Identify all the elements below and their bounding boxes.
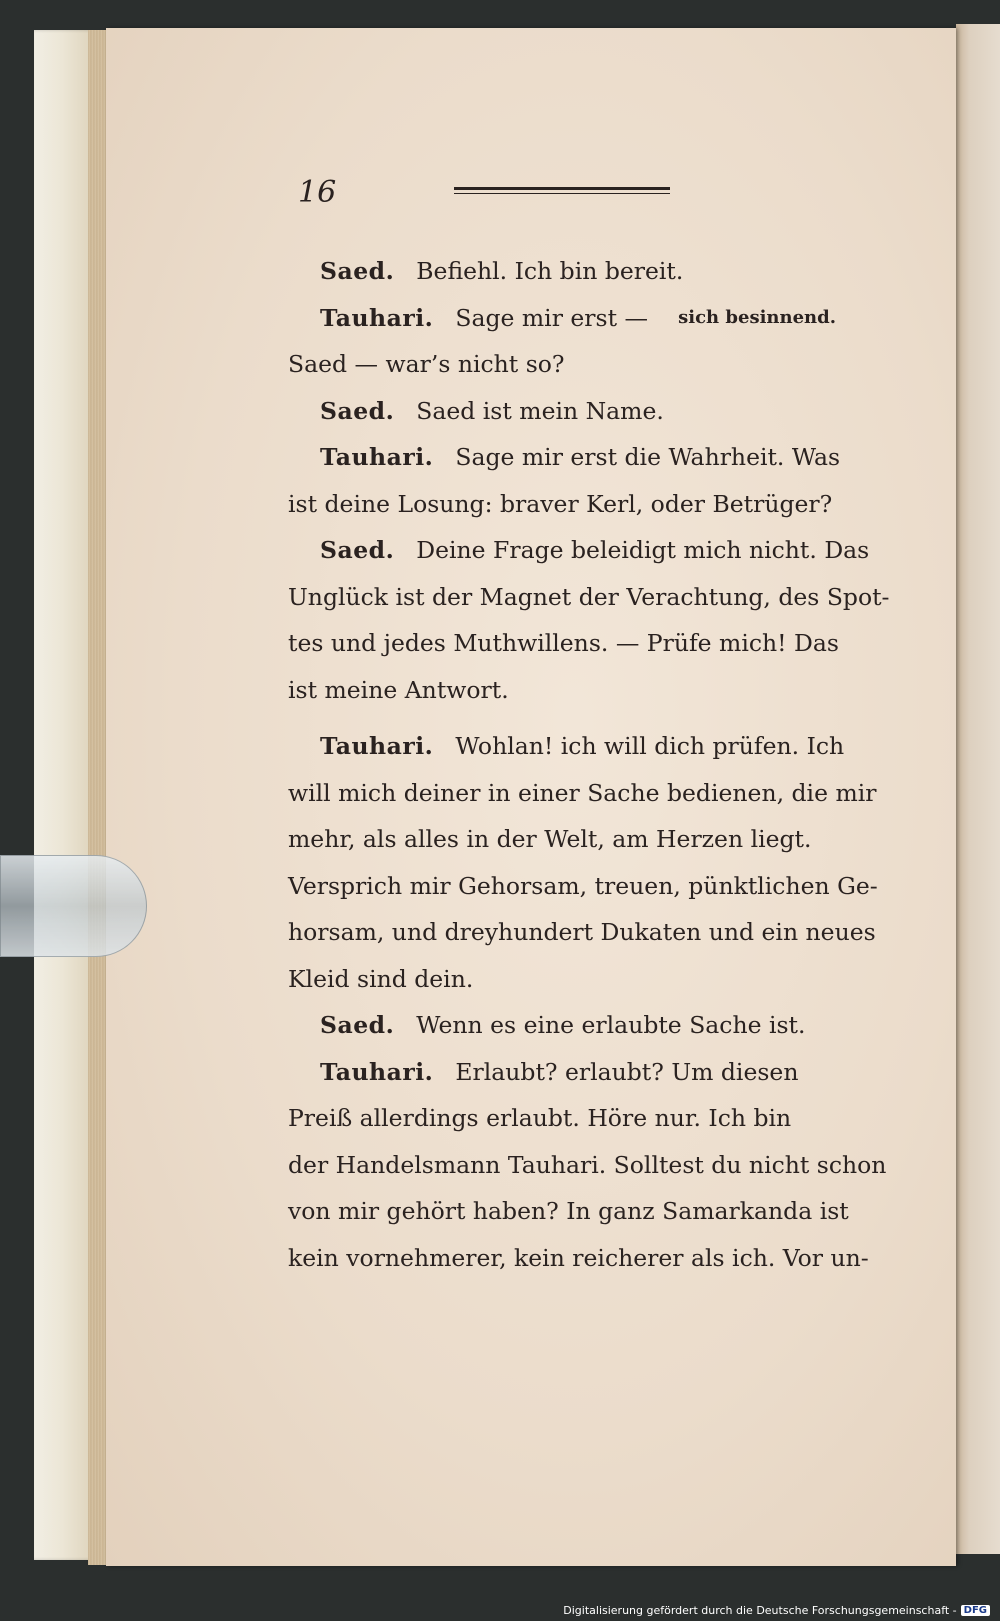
text-line	[288, 295, 836, 342]
page-text	[288, 248, 890, 1281]
text-line	[288, 1142, 887, 1189]
text-line	[288, 434, 841, 481]
line-text: horsam, und dreyhundert Dukaten und ein neues	[288, 918, 876, 946]
speaker-name: Tauhari.	[320, 732, 434, 760]
speaker-name: Saed.	[320, 396, 395, 425]
line-text: ist meine Antwort.	[288, 675, 509, 704]
line-text: Wohlan! ich will dich prüfen. Ich	[455, 732, 845, 760]
line-text: tes und jedes Muthwillens. — Prüfe mich! Das	[288, 629, 839, 657]
line-text: Sage mir erst —	[455, 303, 649, 332]
line-text: Erlaubt? erlaubt? Um diesen	[455, 1057, 799, 1086]
speaker-name: Saed.	[320, 1011, 395, 1039]
facing-page-edge	[956, 24, 1000, 1554]
line-text: Sage mir erst die Wahrheit. Was	[455, 443, 841, 471]
page-clip	[0, 855, 147, 957]
text-line	[288, 667, 836, 714]
line-text: von mir gehört haben? In ganz Samarkanda ist	[288, 1197, 849, 1225]
line-text: Deine Frage beleidigt mich nicht. Das	[416, 536, 870, 564]
text-line	[288, 723, 845, 770]
page-number: 16	[298, 175, 337, 210]
line-text: Saed — war’s nicht so?	[288, 350, 565, 378]
speaker-name: Tauhari.	[320, 1057, 434, 1086]
text-line	[288, 341, 836, 388]
line-text: Versprich mir Gehorsam, treuen, pünktlichen Ge-	[288, 871, 878, 900]
text-line	[288, 1188, 849, 1235]
line-text: Preiß allerdings erlaubt. Höre nur. Ich bin	[288, 1104, 792, 1132]
header-rule	[454, 187, 670, 197]
text-line	[288, 956, 836, 1003]
text-line	[288, 481, 836, 528]
speaker-name: Tauhari.	[320, 303, 434, 332]
footer	[563, 1604, 990, 1617]
stage-direction: sich besinnend.	[678, 306, 836, 328]
line-text: Befiehl. Ich bin bereit.	[416, 257, 684, 285]
speaker-name: Saed.	[320, 536, 395, 564]
line-text: Unglück ist der Magnet der Verachtung, des Spot-	[288, 582, 890, 611]
text-line	[288, 816, 836, 863]
text-line	[288, 620, 839, 667]
line-text: der Handelsmann Tauhari. Solltest du nicht schon	[288, 1150, 887, 1179]
dfg-logo: DFG	[961, 1605, 990, 1616]
line-text: mehr, als alles in der Welt, am Herzen liegt.	[288, 825, 812, 853]
text-line	[288, 248, 836, 295]
text-line	[288, 574, 890, 621]
line-text: Kleid sind dein.	[288, 964, 474, 993]
text-line	[288, 1002, 836, 1049]
text-line	[288, 909, 876, 956]
text-line	[288, 770, 877, 817]
line-text: Wenn es eine erlaubte Sache ist.	[416, 1011, 806, 1039]
text-line	[288, 1049, 836, 1096]
footer-text: Digitalisierung gefördert durch die Deutsche Forschungsgemeinschaft -	[563, 1604, 957, 1617]
line-text: will mich deiner in einer Sache bedienen, die mir	[288, 778, 877, 807]
text-line	[288, 388, 836, 435]
text-line	[288, 527, 870, 574]
speaker-name: Tauhari.	[320, 443, 434, 471]
line-text: ist deine Losung: braver Kerl, oder Betrüger?	[288, 489, 833, 518]
speaker-name: Saed.	[320, 257, 395, 285]
text-line	[288, 863, 878, 910]
text-line	[288, 1235, 869, 1282]
text-line	[288, 1095, 836, 1142]
line-text: kein vornehmerer, kein reicherer als ich. Vor un-	[288, 1243, 869, 1272]
line-text: Saed ist mein Name.	[416, 396, 664, 425]
